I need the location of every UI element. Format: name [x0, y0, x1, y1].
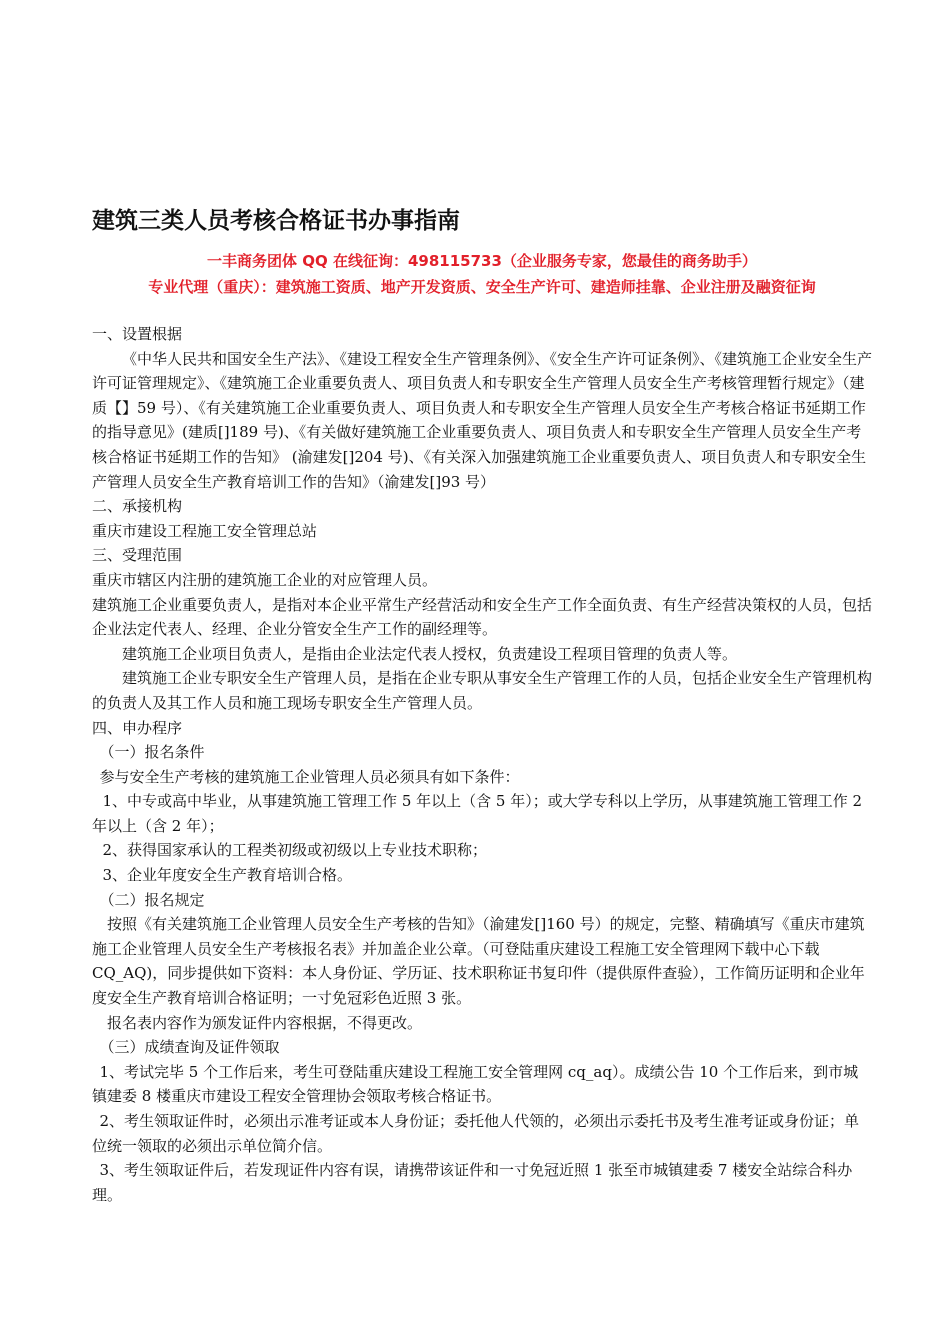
conditions-item-1: 1、中专或高中毕业，从事建筑施工管理工作 5 年以上（含 5 年）；或大学专科以上学历，从事建筑施工管理工作 2 年以上（含 2 年）；: [92, 792, 863, 835]
section-body-basis: 《中华人民共和国安全生产法》、《建设工程安全生产管理条例》、《安全生产许可证条例》、《建筑施工企业安全生产许可证管理规定》、《建筑施工企业重要负责人、项目负责人和专职安全生产管理人员安全生产考核管理暂行规定》（建质【】59 号）、《有关建筑施工企业重要负责人、项目负责人和专职安全生产管理人员安全生产考核合格证书延期工作的指导意见》(建质[]189 号)、《有关做好建筑施工企业重要负责人、项目负责人和专职安全生产管理人员安全生产考核合格证书延期工作的告知》 (渝建发[]204 号)、《有关深入加强建筑施工企业重要负责人、项目负责人和专职安全生产管理人员安全生产教育培训工作的告知》（渝建发[]93 号）: [92, 349, 873, 491]
spacer: [92, 300, 872, 322]
rules-paragraph-1: 按照《有关建筑施工企业管理人员安全生产考核的告知》（渝建发[]160 号）的规定，完整、精确填写《重庆市建筑施工企业管理人员安全生产考核报名表》并加盖企业公章。（可登陆重庆建设工程施工安全管理网下载中心下载 CQ_AQ)，同步提供如下资料：本人身份证、学历证、技术职称证书复印件（提供原件查验），工作简历证明和企业年度安全生产教育培训合格证明；一寸免冠彩色近照 3 张。: [92, 915, 865, 1008]
conditions-item-3: 3、企业年度安全生产教育培训合格。: [102, 866, 353, 885]
section-heading-procedure: 四、申办程序: [92, 718, 183, 737]
results-item-3: 3、考生领取证件后，若发现证件内容有误，请携带该证件和一寸免冠近照 1 张至市城镇建委 7 楼安全站综合科办理。: [92, 1161, 853, 1204]
subsection-heading-conditions: （一）报名条件: [99, 743, 205, 762]
conditions-item-2: 2、获得国家承认的工程类初级或初级以上专业技术职称；: [102, 841, 488, 860]
scope-paragraph-1: 重庆市辖区内注册的建筑施工企业的对应管理人员。: [92, 570, 438, 589]
subsection-heading-results: （三）成绩查询及证件领取: [99, 1038, 280, 1057]
section-body-agency: 重庆市建设工程施工安全管理总站: [92, 521, 318, 540]
scope-paragraph-2: 建筑施工企业重要负责人，是指对本企业平常生产经营活动和安全生产工作全面负责、有生产经营决策权的人员，包括企业法定代表人、经理、企业分管安全生产工作的副经理等。: [92, 595, 873, 639]
section-heading-basis: 一、设置根据: [92, 325, 183, 343]
scope-paragraph-4: 建筑施工企业专职安全生产管理人员，是指在企业专职从事安全生产管理工作的人员，包括企业安全生产管理机构的负责人及其工作人员和施工现场专职安全生产管理人员。: [92, 669, 873, 712]
promo-line-1: 一丰商务团体 QQ 在线征询：498115733（企业服务专家，您最佳的商务助手）: [207, 252, 757, 270]
results-item-1: 1、考试完毕 5 个工作后来，考生可登陆重庆建设工程施工安全管理网 cq_aq）。成绩公告 10 个工作后来，到市城镇建委 8 楼重庆市建设工程安全管理协会领取考核合格证书。: [92, 1062, 859, 1106]
rules-paragraph-2: 报名表内容作为颁发证件内容根据，不得更改。: [107, 1013, 423, 1032]
results-item-2: 2、考生领取证件时，必须出示准考证或本人身份证；委托他人代领的，必须出示委托书及考生准考证或身份证；单位统一领取的必须出示单位简介信。: [92, 1112, 860, 1155]
section-heading-scope: 三、受理范围: [92, 546, 183, 565]
promo-line-2: 专业代理（重庆）：建筑施工资质、地产开发资质、安全生产许可、建造师挂靠、企业注册及融资征询: [148, 278, 816, 296]
document-title: 建筑三类人员考核合格证书办事指南: [92, 208, 460, 234]
document-page: [92, 200, 872, 1207]
scope-paragraph-3: 建筑施工企业项目负责人，是指由企业法定代表人授权，负责建设工程项目管理的负责人等。: [122, 644, 738, 663]
conditions-intro: 参与安全生产考核的建筑施工企业管理人员必须具有如下条件：: [99, 767, 520, 786]
subsection-heading-rules: （二）报名规定: [99, 890, 205, 909]
section-heading-agency: 二、承接机构: [92, 497, 183, 516]
